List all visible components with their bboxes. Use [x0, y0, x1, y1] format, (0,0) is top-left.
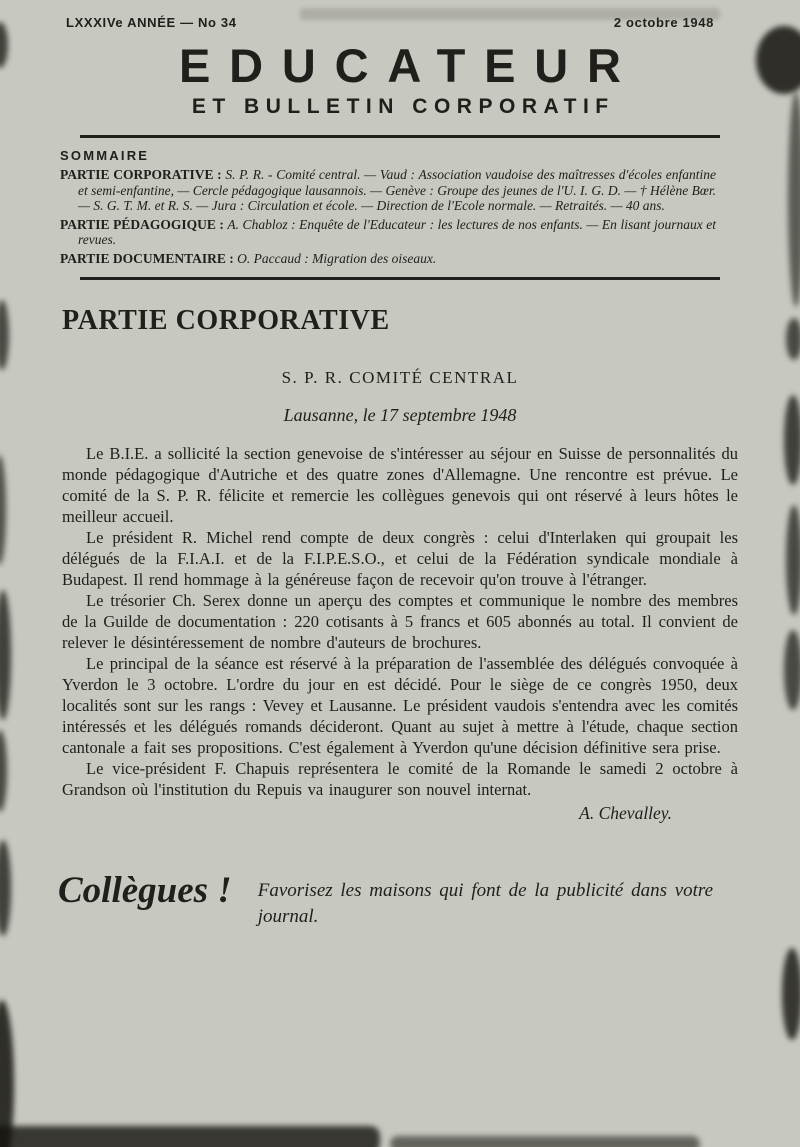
- sommaire-item-label: PARTIE PÉDAGOGIQUE :: [60, 216, 224, 232]
- scan-artifact: [784, 395, 800, 485]
- scan-artifact: [782, 948, 800, 1040]
- masthead-title: EDUCATEUR: [179, 39, 640, 92]
- callout-word: Collègues !: [58, 870, 232, 911]
- sommaire-heading: SOMMAIRE: [60, 148, 150, 163]
- issue-number: LXXXIVe ANNÉE — No 34: [66, 15, 237, 30]
- article-subheading: S. P. R. COMITÉ CENTRAL: [281, 368, 519, 387]
- scan-artifact: [390, 1136, 700, 1147]
- paragraph: Le principal de la séance est réservé à la préparation de l'assemblée des délégués convoquée à Yverdon le 3 octobre. L'ordre du jour en est décidé. Pour le siège de ce congrès 1950, deux localités sont sur les rangs : Vevey et Lausanne. Le président vaudois s'entendra avec les comités intéressés et les délégués romands décideront. Quant au sujet à mettre à l'étude, chaque section cantonale a fait ses propositions. C'est également à Yverdon qu'une décision définitive sera prise.: [62, 654, 738, 757]
- scan-ghost-text: [300, 8, 720, 20]
- paragraph: Le vice-président F. Chapuis représentera le comité de la Romande le samedi 2 octobre à Grandson où l'institution du Repuis va inaugurer son nouvel internat.: [62, 759, 738, 799]
- article-body: [62, 443, 738, 800]
- sommaire-item-text: S. P. R. - Comité central. — Vaud : Association vaudoise des maîtresses d'écoles enfantine et semi-enfantine, — Cercle pédagogique lausannois. — Genève : Groupe des jeunes de l'U. I. G. D. — † Hélène Bœr. — S. G. T. M. et R. S. — Jura : Circulation et école. — Direction de l'Ecole normale. — Retraités. — 40 ans.: [78, 167, 717, 213]
- scan-artifact: [0, 1000, 14, 1147]
- sommaire-divider: [80, 277, 720, 280]
- advertisers-callout: [0, 872, 800, 929]
- scan-artifact: [786, 505, 800, 615]
- signature: A. Chevalley.: [579, 803, 672, 823]
- callout-message: Favorisez les maisons qui font de la publicité dans votre journal.: [257, 880, 714, 927]
- paragraph: Le trésorier Ch. Serex donne un aperçu des comptes et communique le nombre des membres de la Guilde de documentation : 220 cotisants à 5 francs et 605 abonnés au total. Il convient de relever le désintéressement de nombre d'auteurs de brochures.: [62, 591, 738, 652]
- scan-artifact: [0, 1126, 380, 1147]
- issue-date: 2 octobre 1948: [613, 15, 714, 30]
- sommaire-item-label: PARTIE CORPORATIVE :: [60, 167, 222, 182]
- sommaire-item-corporative: [60, 167, 716, 214]
- sommaire-item-label: PARTIE DOCUMENTAIRE :: [60, 250, 234, 266]
- sommaire-item-documentaire: [60, 251, 716, 267]
- dateline: Lausanne, le 17 septembre 1948: [283, 405, 517, 425]
- sommaire-section: [0, 138, 800, 266]
- paragraph: Le B.I.E. a sollicité la section genevoise de s'intéresser au séjour en Suisse de personnalités du monde pédagogique d'Autriche et des quatre zones d'Allemagne. Une rencontre est prévue. Le comité de la S. P. R. félicite et remercie les collègues genevois qui ont réservé à leurs hôtes le meilleur accueil.: [62, 444, 738, 526]
- section-heading: PARTIE CORPORATIVE: [62, 305, 390, 336]
- scan-artifact: [786, 318, 800, 360]
- sommaire-item-text: O. Paccaud : Migration des oiseaux.: [237, 250, 437, 266]
- sommaire-item-pedagogique: [60, 217, 716, 248]
- article-partie-corporative: [0, 305, 800, 824]
- sommaire-item-text: A. Chabloz : Enquête de l'Educateur : les lectures de nos enfants. — En lisant journaux et revues.: [78, 216, 717, 247]
- scan-artifact: [788, 92, 800, 307]
- masthead-subtitle: ET BULLETIN CORPORATIF: [191, 95, 615, 118]
- scan-artifact: [784, 630, 800, 710]
- paragraph: Le président R. Michel rend compte de deux congrès : celui d'Interlaken qui groupait les délégués de la F.I.A.I. et de la F.I.P.E.S.O., et celui de la Fédération syndicale mondiale à Budapest. Il rend hommage à la généreuse façon de recevoir qu'on trouve à l'étranger.: [62, 528, 738, 589]
